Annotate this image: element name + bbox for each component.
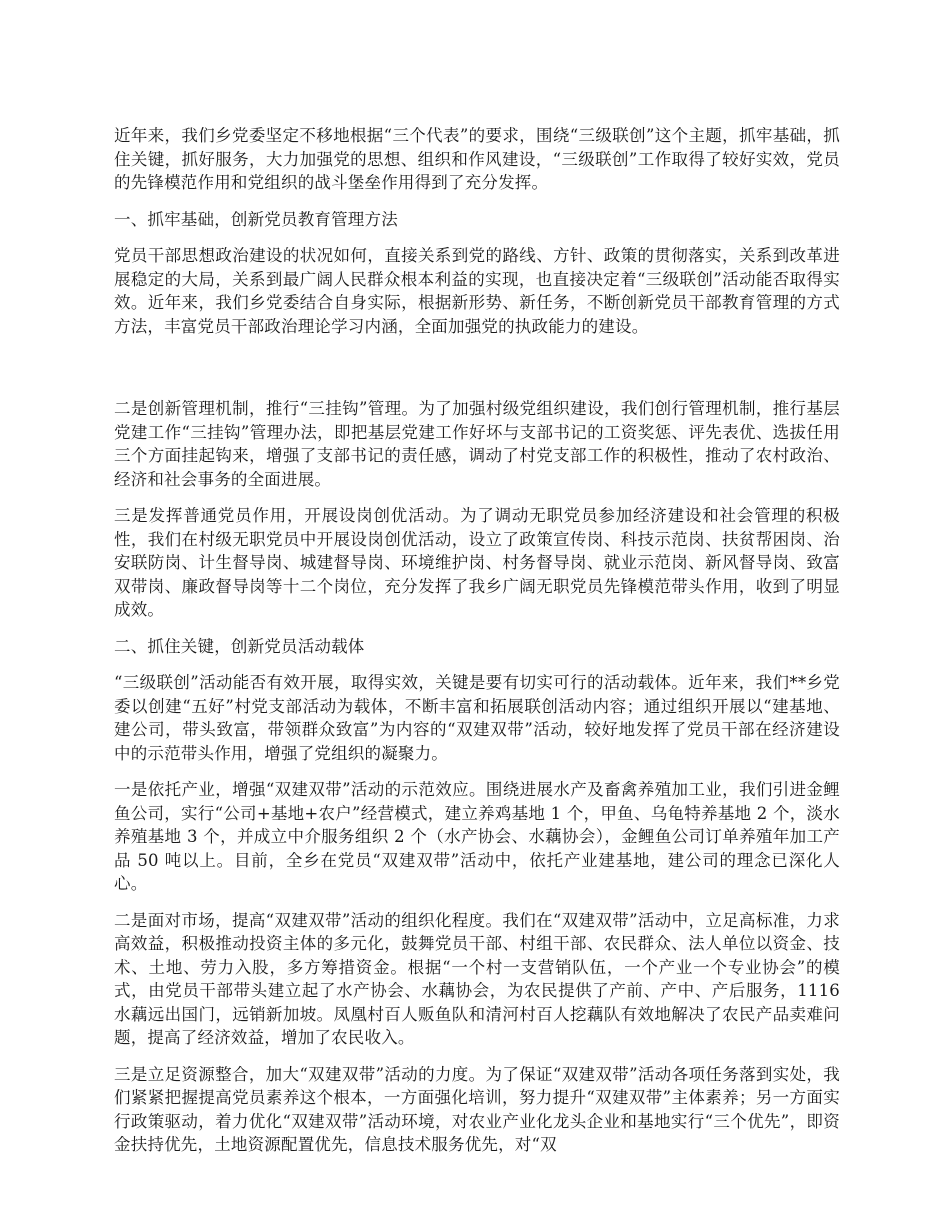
body-paragraph: 二是创新管理机制，推行“三挂钩”管理。为了加强村级党组织建设，我们创行管理机制，推行基层党建工作“三挂钩”管理办法，即把基层党建工作好坏与支部书记的工资奖惩、评先表优、选拔任用三个方面挂起钩来，增强了支部书记的责任感，调动了村党支部工作的积极性，推动了农村政治、经济和社会事务的全面进展。 bbox=[114, 399, 840, 489]
body-paragraph: 党员干部思想政治建设的状况如何，直接关系到党的路线、方针、政策的贯彻落实，关系到改革进展稳定的大局，关系到最广阔人民群众根本利益的实现，也直接决定着“三级联创”活动能否取得实效。近年来，我们乡党委结合自身实际，根据新形势、新任务，不断创新党员干部教育管理的方式方法，丰富党员干部政治理论学习内涵，全面加强党的执政能力的建设。 bbox=[114, 246, 840, 336]
body-paragraph: “三级联创”活动能否有效开展，取得实效，关键是要有切实可行的活动载体。近年来，我们**乡党委以创建“五好”村党支部活动为载体，不断丰富和拓展联创活动内容；通过组织开展以“建基地、建公司，带头致富，带领群众致富”为内容的“双建双带”活动，较好地发挥了党员干部在经济建设中的示范带头作用，增强了党组织的凝聚力。 bbox=[114, 673, 840, 763]
body-paragraph: 三是发挥普通党员作用，开展设岗创优活动。为了调动无职党员参加经济建设和社会管理的积极性，我们在村级无职党员中开展设岗创优活动，设立了政策宣传岗、科技示范岗、扶贫帮困岗、治安联防岗、计生督导岗、城建督导岗、环境维护岗、村务督导岗、就业示范岗、新风督导岗、致富双带岗、廉政督导岗等十二个岗位，充分发挥了我乡广阔无职党员先锋模范带头作用，收到了明显成效。 bbox=[114, 506, 840, 619]
section-heading-1: 一、抓牢基础，创新党员教育管理方法 bbox=[114, 209, 398, 229]
body-paragraph: 一是依托产业，增强“双建双带”活动的示范效应。围绕进展水产及畜禽养殖加工业，我们引进金鲤鱼公司，实行“公司+基地+农户”经营模式，建立养鸡基地 1 个，甲鱼、乌龟特养基地 2 个，淡水养殖基地 3 个，并成立中介服务组织 2 个（水产协会、水藕协会），金鲤鱼公司订单养殖年加工产品 50 吨以上。目前，全乡在党员“双建双带”活动中，依托产业建基地，建公司的理念已深化人心。 bbox=[114, 780, 840, 893]
section-heading-2: 二、抓住关键，创新党员活动载体 bbox=[114, 636, 365, 656]
body-paragraph: 二是面对市场，提高“双建双带”活动的组织化程度。我们在“双建双带”活动中，立足高标准，力求高效益，积极推动投资主体的多元化，鼓舞党员干部、村组干部、农民群众、法人单位以资金、技术、土地、劳力入股，多方筹措资金。根据“一个村一支营销队伍，一个产业一个专业协会”的模式，由党员干部带头建立起了水产协会、水藕协会，为农民提供了产前、产中、产后服务，1116 水藕远出国门，远销新加坡。凤凰村百人贩鱼队和清河村百人挖藕队有效地解决了农民产品卖难问题，提高了经济效益，增加了农民收入。 bbox=[114, 910, 840, 1047]
intro-paragraph: 近年来，我们乡党委坚定不移地根据“三个代表”的要求，围绕“三级联创”这个主题，抓牢基础，抓住关键，抓好服务，大力加强党的思想、组织和作风建设，“三级联创”工作取得了较好实效，党员的先锋模范作用和党组织的战斗堡垒作用得到了充分发挥。 bbox=[114, 126, 840, 192]
document-page bbox=[114, 124, 840, 1157]
body-paragraph: 三是立足资源整合，加大“双建双带”活动的力度。为了保证“双建双带”活动各项任务落到实处，我们紧紧把握提高党员素养这个根本，一方面强化培训，努力提升“双建双带”主体素养；另一方面实行政策驱动，着力优化“双建双带”活动环境，对农业产业化龙头企业和基地实行“三个优先”，即资金扶持优先，土地资源配置优先，信息技术服务优先，对“双 bbox=[114, 1064, 840, 1154]
